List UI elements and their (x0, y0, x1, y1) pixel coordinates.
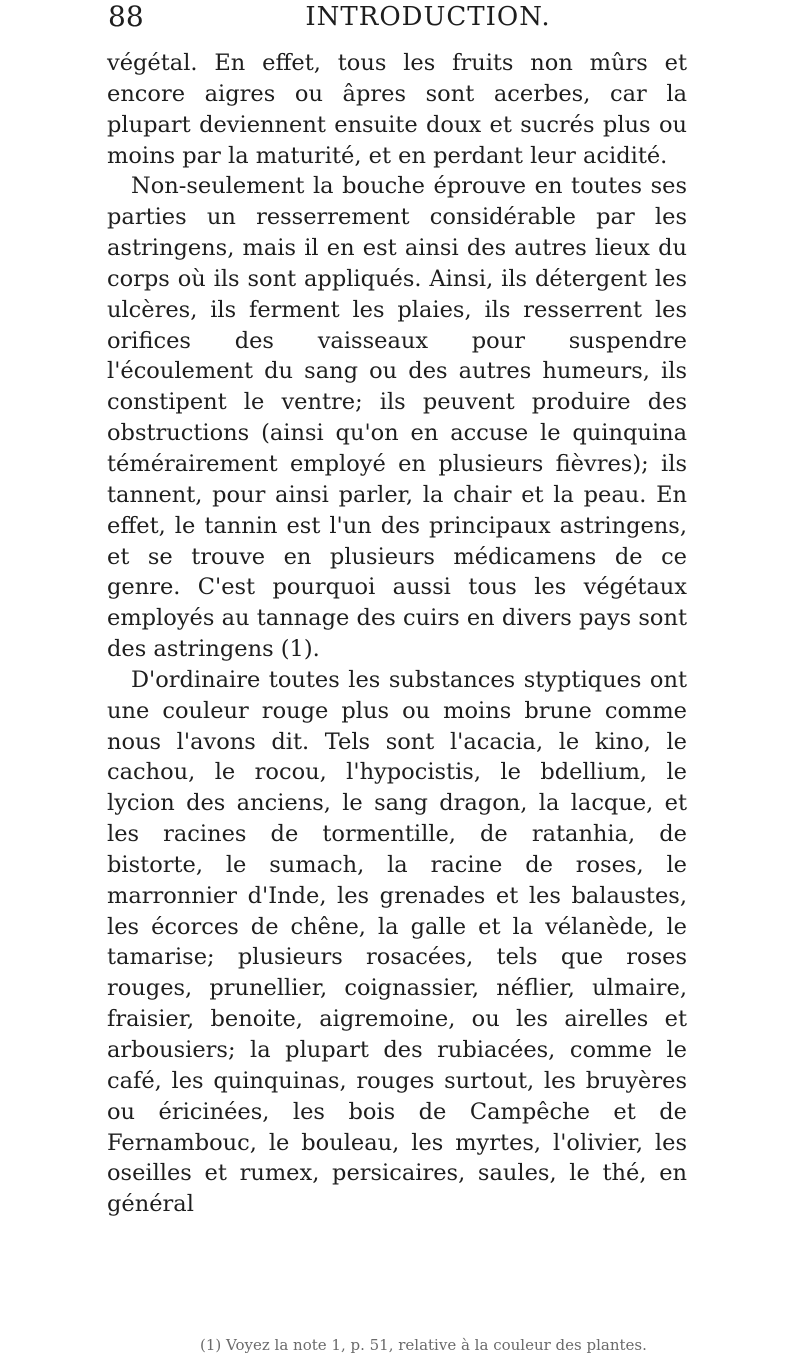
page-header (108, 0, 748, 40)
paragraph-3: D'ordinaire toutes les substances styptiques ont une couleur rouge plus ou moins brune comme nous l'avons dit. Tels sont l'acacia, le kino, le cachou, le rocou, l'hypocistis, le bdellium, le lycion des anciens, le sang dragon, la lacque, et les racines de tormentille, de ratanhia, de bistorte, le sumach, la racine de roses, le marronnier d'Inde, les grenades et les balaustes, les écorces de chêne, la galle et la vélanède, le tamarise; plusieurs rosacées, tels que roses rouges, prunellier, coignassier, néflier, ulmaire, fraisier, benoite, aigremoine, ou les airelles et arbousiers; la plupart des rubiacées, comme le café, les quinquinas, rouges surtout, les bruyères ou éricinées, les bois de Campêche et de Fernambouc, le bouleau, les myrtes, l'olivier, les oseilles et rumex, persicaires, saules, le thé, en général (107, 666, 687, 1218)
page-number: 88 (108, 0, 144, 33)
paragraph-1: végétal. En effet, tous les fruits non mûrs et encore aigres ou âpres sont acerbes, car la plupart deviennent ensuite doux et sucrés plus ou moins par la maturité, et en perdant leur acidité. (107, 50, 687, 169)
paragraph-2: Non-seulement la bouche éprouve en toutes ses parties un resserrement considérable par les astringens, mais il en est ainsi des autres lieux du corps où ils sont appliqués. Ainsi, ils détergent les ulcères, ils ferment les plaies, ils resserrent les orifices des vaisseaux pour suspendre l'écoulement du sang ou des autres humeurs, ils constipent le ventre; ils peuvent produire des obstructions (ainsi qu'on en accuse le quinquina témérairement employé en plusieurs fièvres); ils tannent, pour ainsi parler, la chair et la peau. En effet, le tannin est l'un des principaux astringens, et se trouve en plusieurs médicamens de ce genre. C'est pourquoi aussi tous les végétaux employés au tannage des cuirs en divers pays sont des astringens (1). (107, 173, 687, 663)
running-title: INTRODUCTION. (305, 2, 551, 32)
body-text (107, 48, 687, 1220)
footnote: (1) Voyez la note 1, p. 51, relative à la couleur des plantes. (200, 1336, 647, 1354)
